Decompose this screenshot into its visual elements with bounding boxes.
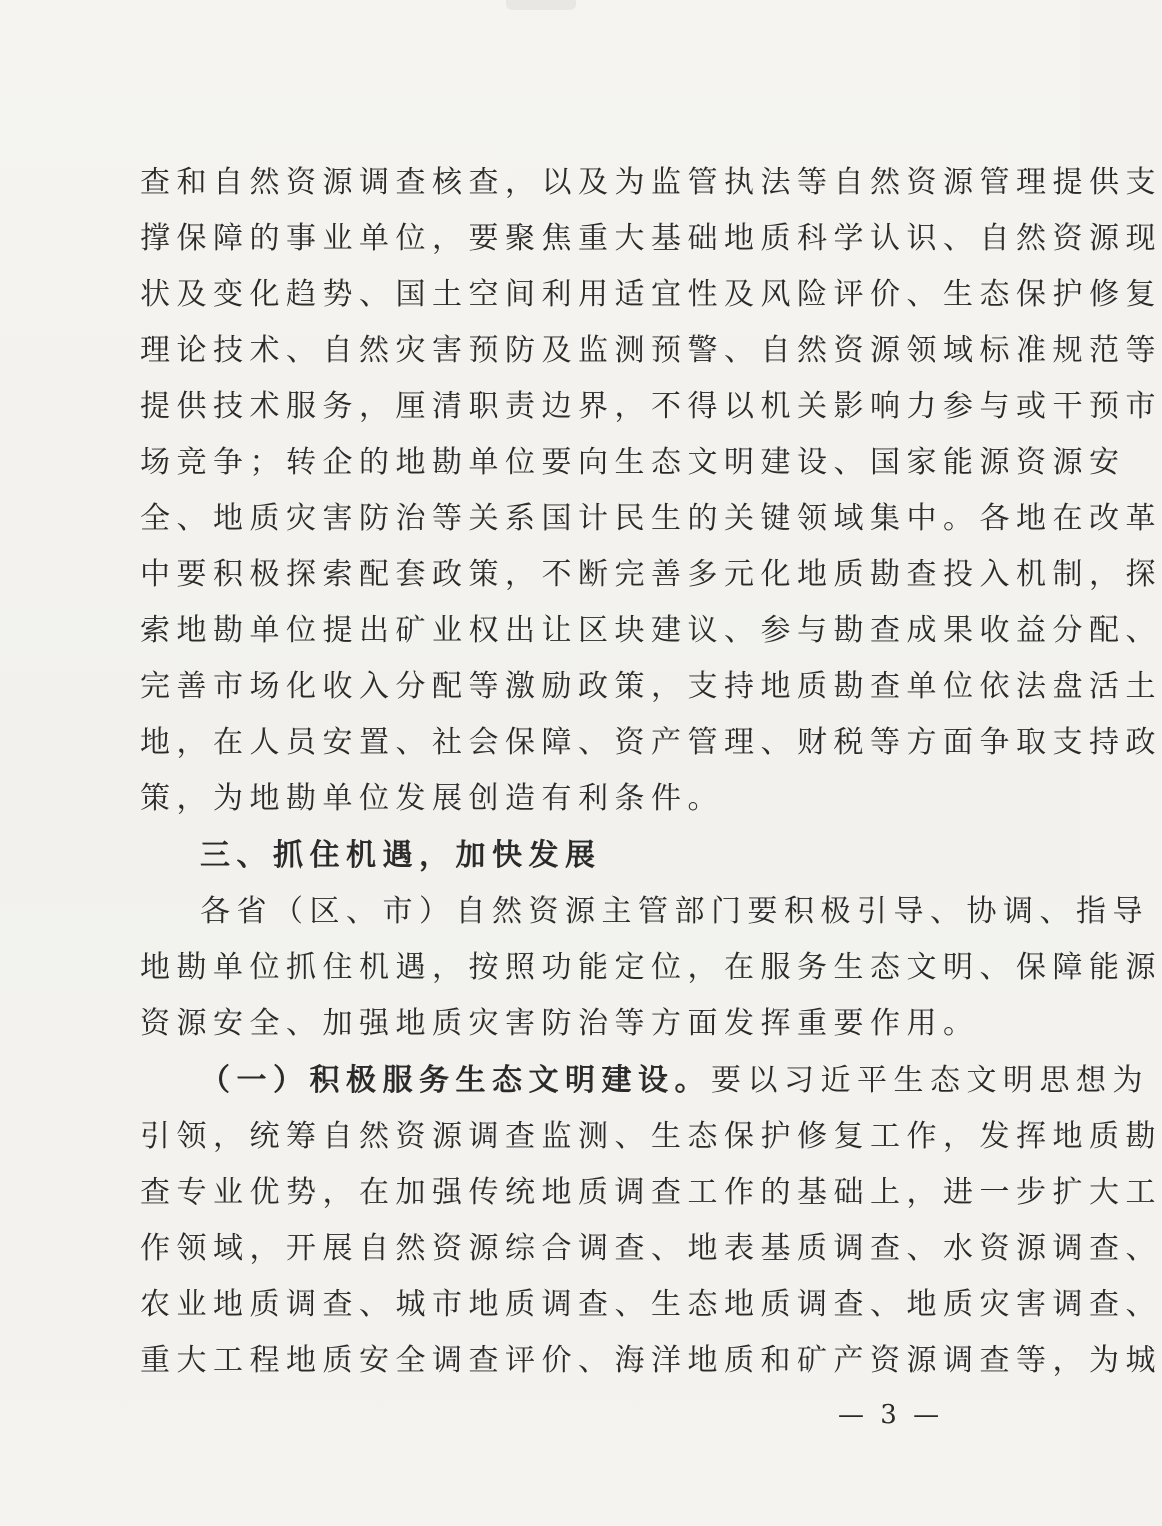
subsection-line-5: 农业地质调查、城市地质调查、生态地质调查、地质灾害调查、 bbox=[140, 1287, 1162, 1322]
subsection-first-text: 要以习近平生态文明思想为 bbox=[711, 1063, 1149, 1098]
section-line-1: 各省（区、市）自然资源主管部门要积极引导、协调、指导 bbox=[200, 894, 1149, 929]
subsection-line-6: 重大工程地质安全调查评价、海洋地质和矿产资源调查等，为城 bbox=[140, 1343, 1162, 1378]
body-line-4: 理论技术、自然灾害预防及监测预警、自然资源领域标准规范等 bbox=[140, 333, 1162, 368]
subsection-first-line bbox=[200, 1061, 1149, 1101]
section-line-3: 资源安全、加强地质灾害防治等方面发挥重要作用。 bbox=[140, 1006, 980, 1041]
subsection-title: （一）积极服务生态文明建设。 bbox=[200, 1063, 711, 1098]
section-heading: 三、抓住机遇，加快发展 bbox=[200, 838, 602, 873]
subsection-line-3: 查专业优势，在加强传统地质调查工作的基础上，进一步扩大工 bbox=[140, 1175, 1162, 1210]
body-line-3: 状及变化趋势、国土空间利用适宜性及风险评价、生态保护修复 bbox=[140, 277, 1162, 312]
body-line-11: 地，在人员安置、社会保障、资产管理、财税等方面争取支持政 bbox=[140, 725, 1162, 760]
body-line-10: 完善市场化收入分配等激励政策，支持地质勘查单位依法盘活土 bbox=[140, 669, 1162, 704]
body-line-8: 中要积极探索配套政策，不断完善多元化地质勘查投入机制，探 bbox=[140, 557, 1162, 592]
body-line-9: 索地勘单位提出矿业权出让区块建议、参与勘查成果收益分配、 bbox=[140, 613, 1162, 648]
body-line-5: 提供技术服务，厘清职责边界，不得以机关影响力参与或干预市 bbox=[140, 389, 1162, 424]
body-line-1: 查和自然资源调查核查，以及为监管执法等自然资源管理提供支 bbox=[140, 165, 1162, 200]
body-line-6: 场竞争；转企的地勘单位要向生态文明建设、国家能源资源安 bbox=[140, 445, 1126, 480]
subsection-line-4: 作领域，开展自然资源综合调查、地表基质调查、水资源调查、 bbox=[140, 1231, 1162, 1266]
body-line-7: 全、地质灾害防治等关系国计民生的关键领域集中。各地在改革 bbox=[140, 501, 1162, 536]
body-line-2: 撑保障的事业单位，要聚焦重大基础地质科学认识、自然资源现 bbox=[140, 221, 1162, 256]
section-line-2: 地勘单位抓住机遇，按照功能定位，在服务生态文明、保障能源 bbox=[140, 950, 1162, 985]
body-line-12: 策，为地勘单位发展创造有利条件。 bbox=[140, 781, 724, 816]
scan-mark bbox=[506, 0, 576, 10]
subsection-line-2: 引领，统筹自然资源调查监测、生态保护修复工作，发挥地质勘 bbox=[140, 1119, 1162, 1154]
page-number: — 3 — bbox=[838, 1400, 944, 1430]
